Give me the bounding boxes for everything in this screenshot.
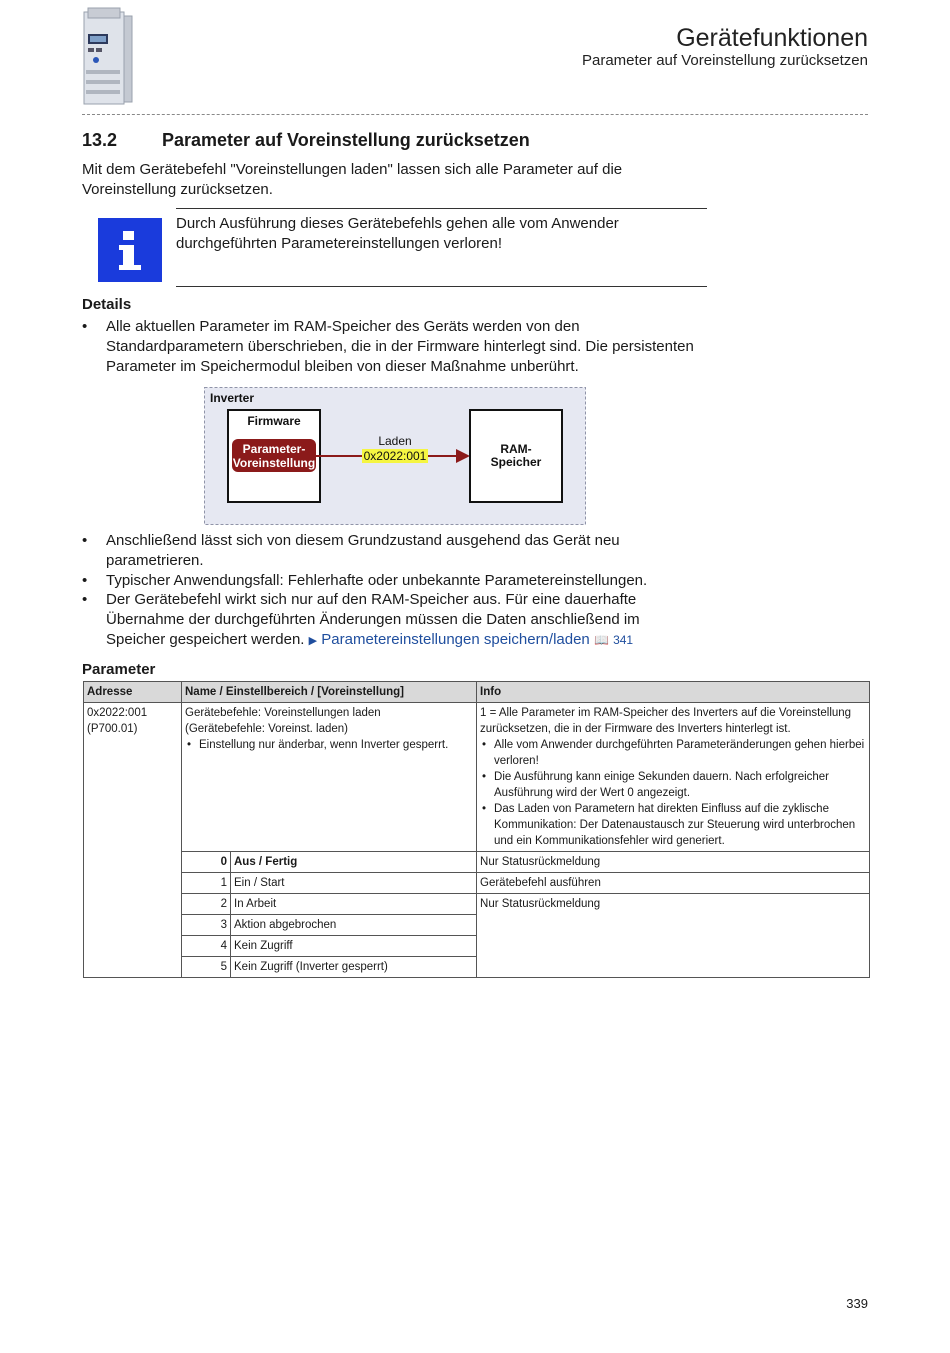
column-header: Name / Einstellbereich / [Voreinstellung] bbox=[182, 682, 477, 703]
cross-reference-link[interactable] bbox=[309, 631, 633, 648]
header-divider bbox=[82, 114, 868, 115]
name-cell bbox=[182, 703, 477, 852]
diagram-arrow-label: Laden bbox=[378, 434, 412, 448]
diagram-ram-line2: Speicher bbox=[490, 455, 542, 469]
value-label: Aus / Fertig bbox=[231, 852, 477, 873]
section-intro: Mit dem Gerätebefehl "Voreinstellungen laden" lassen sich alle Parameter auf die Voreinstellung zurücksetzen. bbox=[82, 161, 623, 198]
column-header: Adresse bbox=[84, 682, 182, 703]
parameter-name: Gerätebefehle: Voreinstellungen laden bbox=[185, 707, 381, 719]
value-number: 2 bbox=[182, 894, 231, 915]
reset-diagram bbox=[204, 387, 586, 525]
diagram-container-label: Inverter bbox=[210, 391, 255, 405]
parameter-address: 0x2022:001 bbox=[87, 707, 148, 719]
diagram-badge-line1: Parameter- bbox=[242, 442, 306, 456]
diagram-ram-line1: RAM- bbox=[500, 442, 532, 456]
note-text: Durch Ausführung dieses Gerätebefehls gehen alle vom Anwender durchgeführten Parametereinstellungen verloren! bbox=[176, 215, 619, 252]
section-number: 13.2 bbox=[82, 130, 118, 150]
value-info: Gerätebefehl ausführen bbox=[477, 873, 870, 894]
details-bullet-text: Alle aktuellen Parameter im RAM-Speicher des Geräts werden von den Standardparametern überschrieben, die in der Firmware hinterlegt sind. Die persistenten Parameter im Speichermodul bleiben von dieser Maßnahme unberührt. bbox=[106, 318, 694, 375]
details-bullet-text: Anschließend lässt sich von diesem Grundzustand ausgehend das Gerät neu parametrieren. bbox=[106, 532, 620, 569]
parameter-heading: Parameter bbox=[82, 661, 156, 678]
value-label: In Arbeit bbox=[231, 894, 477, 915]
header-title: Gerätefunktionen bbox=[676, 24, 868, 52]
address-cell bbox=[84, 703, 182, 978]
table-row bbox=[84, 873, 870, 894]
table-header-row bbox=[84, 682, 870, 703]
section-title: Parameter auf Voreinstellung zurücksetzen bbox=[162, 130, 530, 150]
cross-reference-link-text: Parametereinstellungen speichern/laden bbox=[321, 631, 590, 648]
parameter-name-alt: (Gerätebefehle: Voreinst. laden) bbox=[185, 723, 349, 735]
parameter-info-bullet: • Das Laden von Parametern hat direkten Einfluss auf die zyklische Kommunikation: Der Datenaustausch zur Steuerung wird unterbrochen und ein Kommunikationsfehler wird generiert. bbox=[480, 801, 866, 849]
value-info: Nur Statusrückmeldung bbox=[477, 894, 870, 978]
value-number: 5 bbox=[182, 957, 231, 978]
cross-reference-page: 341 bbox=[613, 633, 634, 647]
parameter-info-bullet: • Alle vom Anwender durchgeführten Parameteränderungen gehen hierbei verloren! bbox=[480, 737, 866, 769]
value-label: Ein / Start bbox=[231, 873, 477, 894]
value-number: 4 bbox=[182, 936, 231, 957]
book-icon: 📖 bbox=[593, 633, 609, 647]
parameter-table bbox=[83, 681, 870, 978]
diagram-badge-line2: Voreinstellung bbox=[232, 456, 316, 470]
details-heading: Details bbox=[82, 296, 132, 313]
value-label: Kein Zugriff bbox=[231, 936, 477, 957]
parameter-name-note: • Einstellung nur änderbar, wenn Inverter gesperrt. bbox=[185, 737, 473, 753]
value-number: 3 bbox=[182, 915, 231, 936]
diagram-firmware-label: Firmware bbox=[247, 414, 301, 428]
play-arrow-icon: ▶ bbox=[308, 635, 318, 647]
details-bullet-text: Der Gerätebefehl wirkt sich nur auf den RAM-Speicher aus. Für eine dauerhafte Übernahme der durchgeführten Änderungen müssen die Daten anschließend im Speicher gespeichert werden. bbox=[106, 591, 640, 648]
note-top-rule bbox=[176, 208, 707, 209]
info-icon bbox=[98, 218, 162, 282]
info-cell bbox=[477, 703, 870, 852]
value-number: 1 bbox=[182, 873, 231, 894]
table-row bbox=[84, 703, 870, 852]
table-row bbox=[84, 852, 870, 873]
column-header: Info bbox=[477, 682, 870, 703]
table-row bbox=[84, 894, 870, 915]
value-number: 0 bbox=[182, 852, 231, 873]
value-label: Kein Zugriff (Inverter gesperrt) bbox=[231, 957, 477, 978]
diagram-arrow-code: 0x2022:001 bbox=[363, 449, 427, 463]
header-subtitle: Parameter auf Voreinstellung zurücksetzen bbox=[582, 52, 868, 69]
parameter-info: 1 = Alle Parameter im RAM-Speicher des Inverters auf die Voreinstellung zurücksetzen, die in der Firmware des Inverters hinterlegt ist. bbox=[480, 707, 852, 735]
inverter-device-image bbox=[82, 6, 134, 106]
value-label: Aktion abgebrochen bbox=[231, 915, 477, 936]
note-bottom-rule bbox=[176, 286, 707, 287]
details-bullet-text: Typischer Anwendungsfall: Fehlerhafte oder unbekannte Parametereinstellungen. bbox=[106, 572, 648, 589]
parameter-info-bullet: • Die Ausführung kann einige Sekunden dauern. Nach erfolgreicher Ausführung wird der Wert 0 angezeigt. bbox=[480, 769, 866, 801]
value-info: Nur Statusrückmeldung bbox=[477, 852, 870, 873]
parameter-address-alt: (P700.01) bbox=[87, 723, 138, 735]
page-number: 339 bbox=[846, 1296, 868, 1311]
